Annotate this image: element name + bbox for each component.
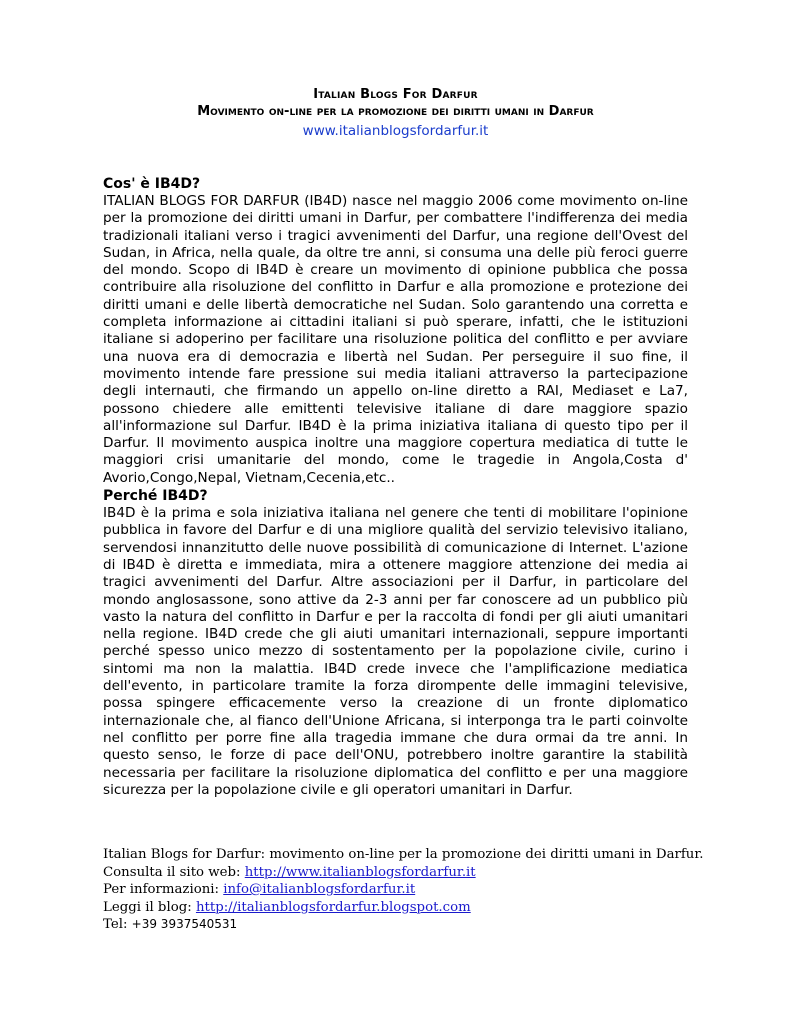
footer-site-link[interactable]: http://www.italianblogsfordarfur.it (244, 864, 476, 880)
footer-site-line (103, 864, 723, 882)
footer-blog-label: Leggi il blog: (103, 899, 196, 915)
footer-tel-number: +39 3937540531 (131, 917, 238, 931)
footer-info-line (103, 881, 723, 899)
section-text-why: IB4D è la prima e sola iniziativa italiana nel genere che tenti di mobilitare l'opinione pubblica in favore del Darfur e di una migliore qualità del servizio televisivo italiano, servendosi innanzitutto delle nuove possibilità di comunicazione di Internet. L'azione di IB4D è diretta e immediata, mira a ottenere maggiore attenzione dei media ai tragici avvenimenti del Darfur. Altre associazioni per il Darfur, in particolare del mondo anglosassone, sono attive da 2-3 anni per far conoscere ad un pubblico più vasto la natura del conflitto in Darfur e per la raccolta di fondi per gli aiuti umanitari nella regione. IB4D crede che gli aiuti umanitari internazionali, seppure importanti perché spesso unico mezzo di sostentamento per la popolazione civile, curino i sintomi ma non la malattia. IB4D crede invece che l'amplificazione mediatica dell'evento, in particolare tramite la forza dirompente delle immagini televisive, possa spingere efficacemente verso la creazione di un fronte diplomatico internazionale che, al fianco dell'Unione Africana, si interponga tra le parti coinvolte nel conflitto per porre fine alla tragedia immane che dura ormai da tre anni. In questo senso, le forze di pace dell'ONU, potrebbero inoltre garantire la stabilità necessaria per facilitare la risoluzione diplomatica del conflitto e per una maggiore sicurezza per la popolazione civile e gli operatori umanitari in Darfur. (103, 505, 688, 798)
document-subtitle: Movimento on-line per la promozione dei diritti umani in Darfur (197, 104, 594, 119)
document-footer (103, 846, 723, 934)
section-text-what: ITALIAN BLOGS FOR DARFUR (IB4D) nasce nel maggio 2006 come movimento on-line per la promozione dei diritti umani in Darfur, per combattere l'indifferenza dei media tradizionali italiani verso i tragici avvenimenti del Darfur, una regione dell'Ovest del Sudan, in Africa, nella quale, da oltre tre anni, si consuma una delle più feroci guerre del mondo. Scopo di IB4D è creare un movimento di opinione pubblica che possa contribuire alla risoluzione del conflitto in Darfur e alla promozione e protezione dei diritti umani e delle libertà democratiche nel Sudan. Solo garantendo una corretta e completa informazione ai cittadini italiani si può sperare, infatti, che le istituzioni italiane si adoperino per facilitare una risoluzione politica del conflitto e per avviare una nuova era di democrazia e libertà nel Sudan. Per perseguire il suo fine, il movimento intende fare pressione sui media italiani attraverso la partecipazione degli internauti, che firmando un appello on-line diretto a RAI, Mediaset e La7, possono chiedere alle emittenti televisive italiane di dare maggiore spazio all'informazione sul Darfur. IB4D è la prima iniziativa italiana di questo tipo per il Darfur. Il movimento auspica inoltre una maggiore copertura mediatica di tutte le maggiori crisi umanitarie del mondo, come le tragedie in Angola,Costa d' Avorio,Congo,Nepal, Vietnam,Cecenia,etc.. (103, 193, 688, 486)
document-header (0, 86, 791, 140)
footer-description: Italian Blogs for Darfur: movimento on-line per la promozione dei diritti umani in Darfur. (103, 847, 704, 862)
footer-site-label: Consulta il sito web: (103, 864, 245, 880)
footer-info-label: Per informazioni: (103, 882, 224, 897)
header-website-link[interactable]: www.italianblogsfordarfur.it (302, 123, 489, 139)
footer-tel-label: Tel: (103, 917, 132, 932)
section-heading-why: Perché IB4D? (103, 488, 208, 505)
section-heading-what: Cos' è IB4D? (103, 176, 201, 192)
main-content (103, 175, 688, 799)
document-title: Italian Blogs For Darfur (313, 87, 478, 102)
footer-tel-line (103, 916, 723, 934)
footer-email-link[interactable]: info@italianblogsfordarfur.it (223, 882, 416, 897)
footer-blog-line (103, 899, 723, 917)
footer-blog-link[interactable]: http://italianblogsfordarfur.blogspot.com (195, 899, 471, 915)
